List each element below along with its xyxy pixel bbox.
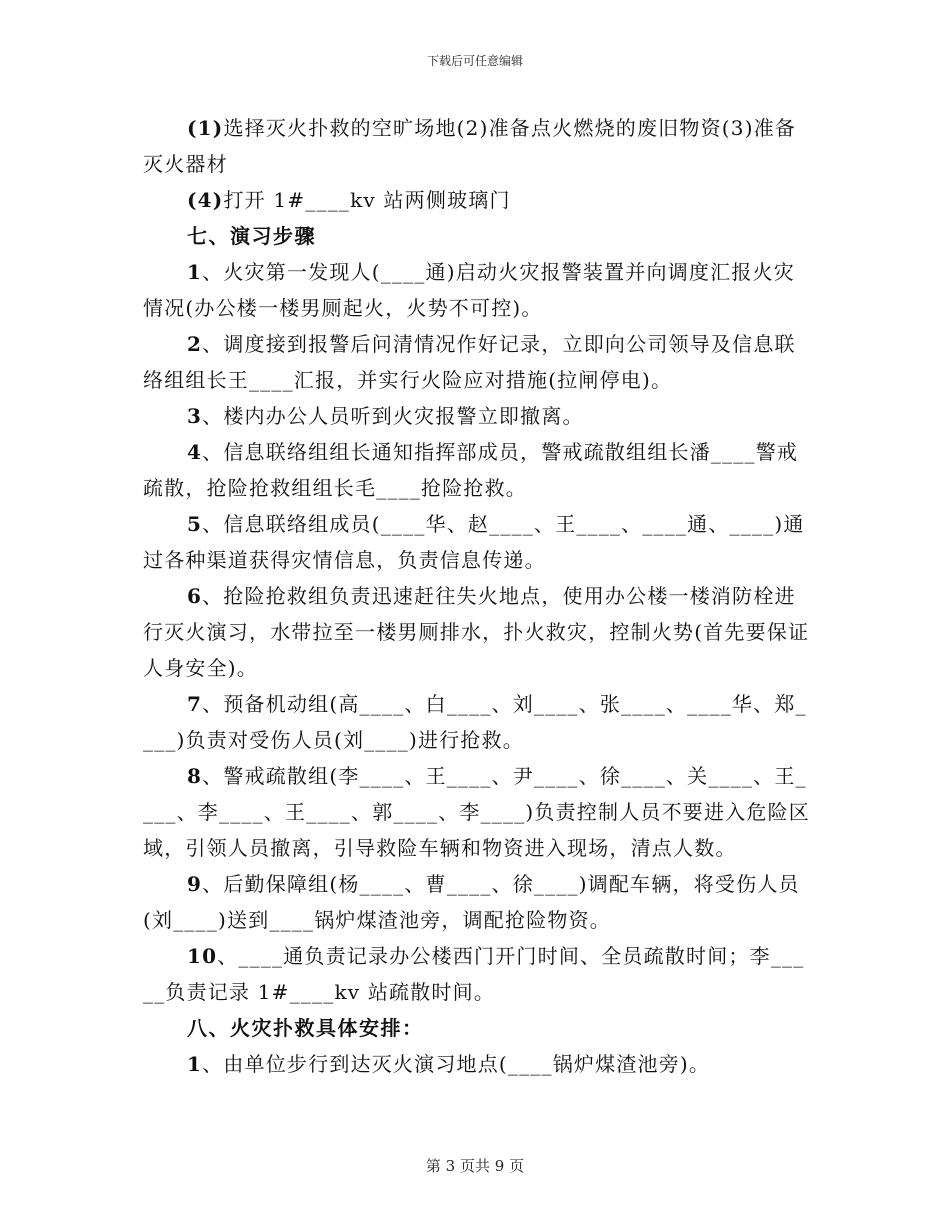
- paragraph: [143, 398, 813, 434]
- paragraph-text: 、楼内办公人员听到火灾报警立即撤离。: [202, 404, 584, 428]
- page-header: 下载后可任意编辑: [426, 54, 523, 68]
- document-body: [143, 110, 813, 1082]
- paragraph-text: 、抢险抢救组负责迅速赶往失火地点，使用办公楼一楼消防栓进行灭火演习，水带拉至一楼男厕排水，扑火救灾，控制火势(首先要保证人身安全)。: [143, 584, 810, 680]
- page-footer: 第 3 页共 9 页: [425, 1157, 525, 1175]
- paragraph-text: 、警戒疏散组(李____、王____、尹____、徐____、关____、王____、李____、王____、郭____、李____)负责控制人员不要进入危险区域，引领人员撤离，引导救险车辆和物资进入现场，清点人数。: [143, 764, 811, 860]
- paragraph-text: 、后勤保障组(杨____、曹____、徐____)调配车辆，将受伤人员(刘____)送到____锅炉煤渣池旁，调配抢险物资。: [143, 872, 800, 932]
- paragraph-text: 选择灭火扑救的空旷场地(2)准备点火燃烧的废旧物资(3)准备灭火器材: [143, 116, 797, 176]
- paragraph-number: 2: [187, 332, 203, 356]
- paragraph: [143, 182, 813, 218]
- section-heading: 七、演习步骤: [187, 224, 316, 248]
- paragraph-number: 1: [187, 260, 203, 284]
- paragraph-text: 、预备机动组(高____、白____、刘____、张____、____华、郑____)负责对受伤人员(刘____)进行抢救。: [143, 692, 807, 752]
- paragraph: [143, 506, 813, 578]
- paragraph: [143, 254, 813, 326]
- paragraph-number: 3: [187, 404, 203, 428]
- paragraph-text: 、信息联络组成员(____华、赵____、王____、____通、____)通过各种渠道获得灾情信息，负责信息传递。: [143, 512, 805, 572]
- paragraph-text: 、____通负责记录办公楼西门开门时间、全员疏散时间；李_____负责记录 1#____kv 站疏散时间。: [143, 944, 805, 1004]
- paragraph: [143, 326, 813, 398]
- paragraph: [143, 686, 813, 758]
- paragraph: [143, 866, 813, 938]
- paragraph-number: 9: [187, 872, 203, 896]
- paragraph-text: 、调度接到报警后问清情况作好记录，立即向公司领导及信息联络组组长王____汇报，并实行火险应对措施(拉闸停电)。: [143, 332, 796, 392]
- paragraph-number: 1: [187, 1052, 203, 1076]
- paragraph: [143, 434, 813, 506]
- paragraph-number: (4): [187, 188, 224, 212]
- paragraph-number: (1): [187, 116, 224, 140]
- paragraph-text: 、火灾第一发现人(____通)启动火灾报警装置并向调度汇报火灾情况(办公楼一楼男厕起火，火势不可控)。: [143, 260, 795, 320]
- paragraph-text: 、信息联络组组长通知指挥部成员，警戒疏散组组长潘____警戒疏散，抢险抢救组组长毛____抢险抢救。: [143, 440, 799, 500]
- paragraph-number: 8: [187, 764, 203, 788]
- paragraph-number: 10: [187, 944, 218, 968]
- paragraph: [143, 578, 813, 686]
- section-heading: 八、火灾扑救具体安排：: [187, 1016, 424, 1040]
- paragraph: [143, 758, 813, 866]
- paragraph: [143, 938, 813, 1010]
- paragraph-number: 5: [187, 512, 203, 536]
- paragraph-number: 7: [187, 692, 203, 716]
- paragraph: [143, 110, 813, 182]
- paragraph-text: 、由单位步行到达灭火演习地点(____锅炉煤渣池旁)。: [202, 1052, 711, 1076]
- paragraph: [143, 1046, 813, 1082]
- paragraph-number: 6: [187, 584, 203, 608]
- paragraph-text: 打开 1#____kv 站两侧玻璃门: [223, 188, 511, 212]
- paragraph-number: 4: [187, 440, 203, 464]
